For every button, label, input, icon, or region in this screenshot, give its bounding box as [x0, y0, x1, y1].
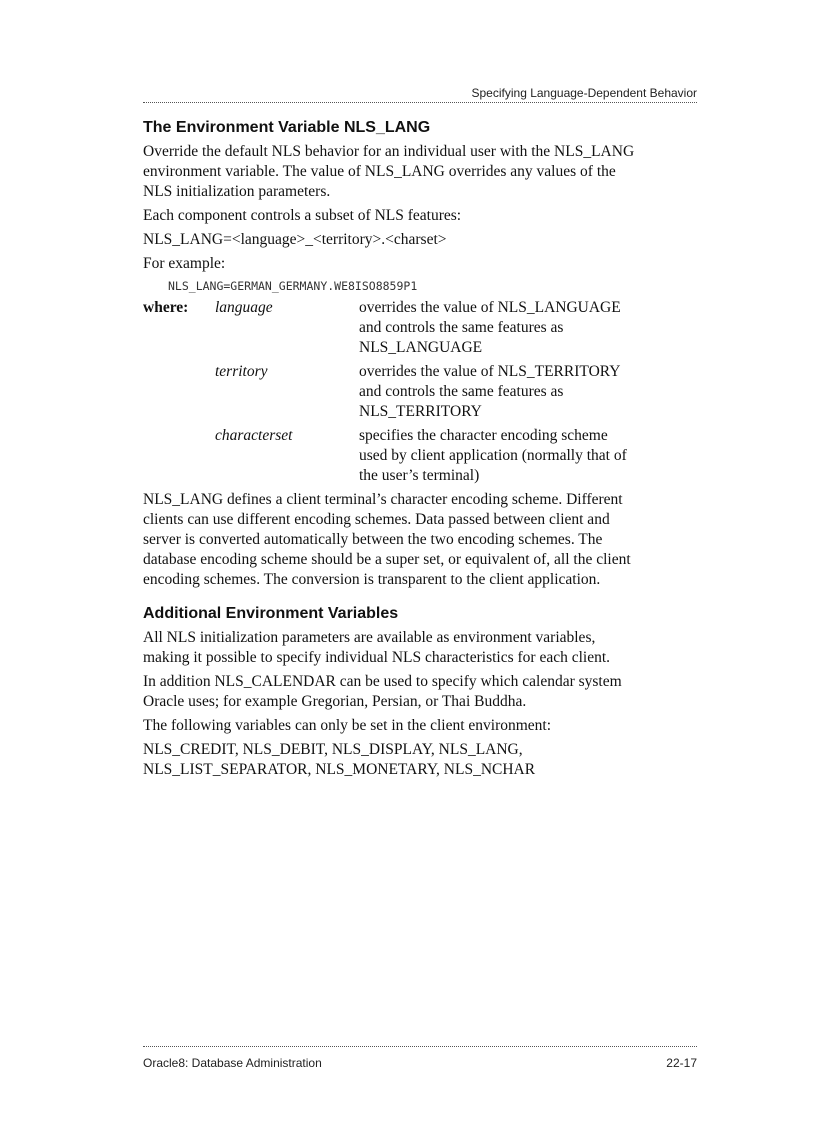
- where-term: characterset: [215, 427, 293, 444]
- paragraph: The following variables can only be set in the client environment:: [143, 717, 552, 734]
- paragraph: For example:: [143, 255, 226, 272]
- footer-divider: [143, 1046, 697, 1047]
- paragraph: In addition NLS_CALENDAR can be used to specify which calendar system Oracle uses; for example Gregorian, Persian, or Thai Buddha.: [143, 673, 622, 710]
- section-heading-nls-lang: The Environment Variable NLS_LANG: [143, 119, 431, 136]
- footer-book-title: Oracle8: Database Administration: [143, 1056, 322, 1070]
- header-divider: [143, 102, 697, 103]
- variable-list: NLS_CREDIT, NLS_DEBIT, NLS_DISPLAY, NLS_LANG, NLS_LIST_SEPARATOR, NLS_MONETARY, NLS_NCHAR: [143, 741, 536, 778]
- where-table: [143, 298, 643, 486]
- running-header: Specifying Language-Dependent Behavior: [471, 86, 697, 100]
- where-term: territory: [215, 363, 268, 380]
- where-label: where:: [143, 299, 189, 316]
- where-description: specifies the character encoding scheme used by client application (normally that of the user’s terminal): [359, 427, 627, 484]
- page-content: [143, 118, 643, 784]
- where-description: overrides the value of NLS_TERRITORY and controls the same features as NLS_TERRITORY: [359, 363, 620, 420]
- paragraph: Override the default NLS behavior for an individual user with the NLS_LANG environment variable. The value of NLS_LANG overrides any values of the NLS initialization parameters.: [143, 143, 635, 200]
- paragraph: NLS_LANG defines a client terminal’s character encoding scheme. Different clients can use different encoding schemes. Data passed between client and server is converted automatically between the two encoding schemes. The database encoding scheme should be a super set, or equivalent of, all the client encoding schemes. The conversion is transparent to the client application.: [143, 491, 631, 588]
- where-spacer: [143, 362, 215, 422]
- where-term: language: [215, 299, 273, 316]
- paragraph: Each component controls a subset of NLS features:: [143, 207, 462, 224]
- footer-page-number: 22-17: [666, 1056, 697, 1070]
- code-example: NLS_LANG=GERMAN_GERMANY.WE8ISO8859P1: [168, 279, 418, 293]
- syntax-line: NLS_LANG=<language>_<territory>.<charset>: [143, 231, 447, 248]
- where-description: overrides the value of NLS_LANGUAGE and controls the same features as NLS_LANGUAGE: [359, 299, 621, 356]
- where-spacer: [143, 426, 215, 486]
- paragraph: All NLS initialization parameters are available as environment variables, making it possible to specify individual NLS characteristics for each client.: [143, 629, 611, 666]
- section-heading-additional-variables: Additional Environment Variables: [143, 605, 399, 622]
